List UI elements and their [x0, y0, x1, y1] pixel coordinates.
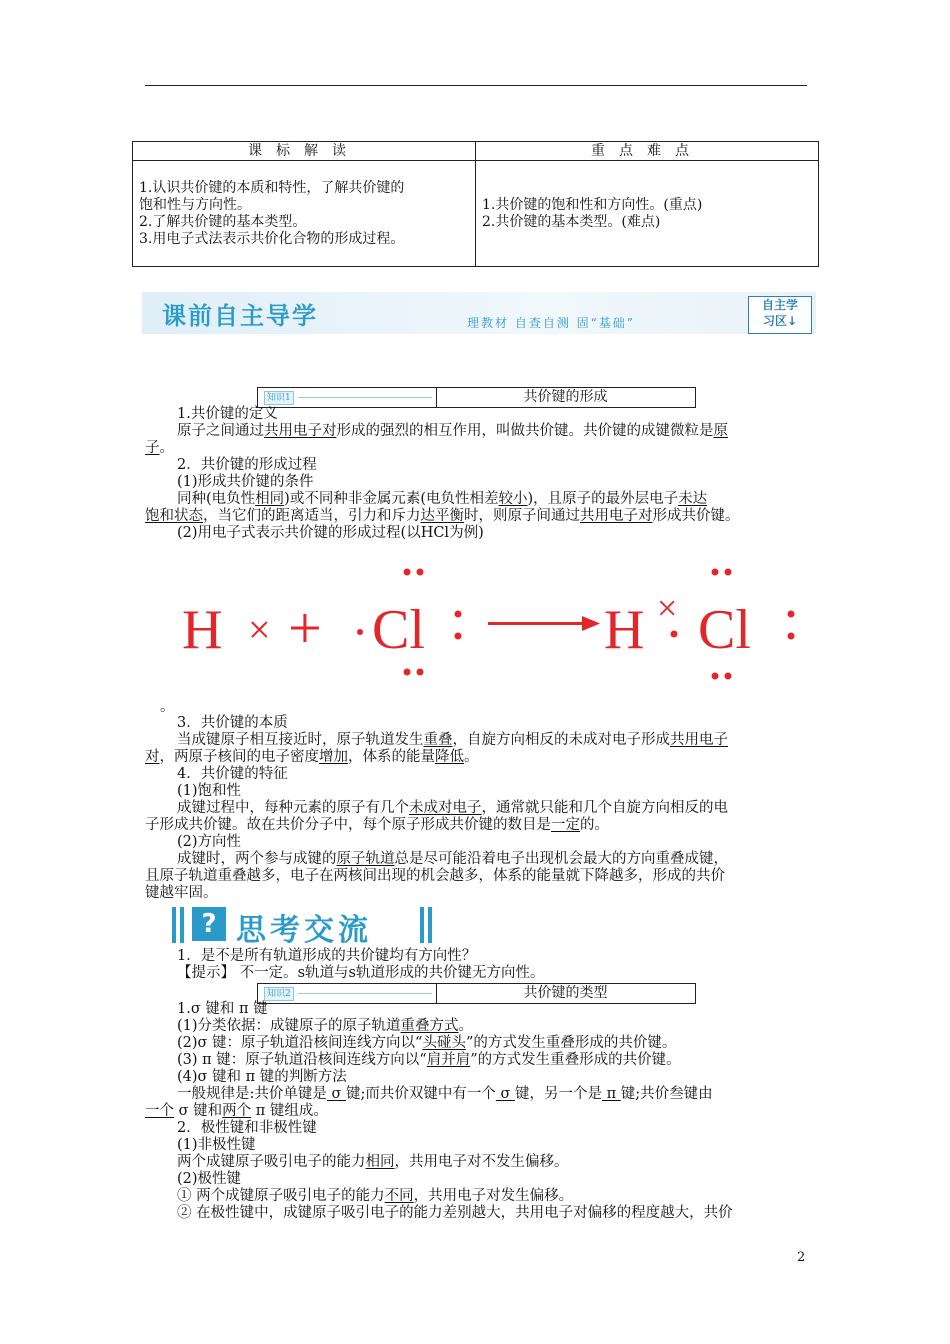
text-line: 一般规律是:共价单键是 σ 键;而共价双键中有一个 σ 键，另一个是 π 键;共价叁键由: [177, 1086, 713, 1102]
knowledge-tag: [258, 984, 437, 1003]
text-line: 两个成键原子吸引电子的能力相同，共用电子对不发生偏移。: [177, 1154, 569, 1170]
electron-dot: [404, 569, 411, 576]
electron-dot: [788, 611, 795, 618]
text-line: 1.共价键的定义: [177, 406, 278, 422]
header-bar: [420, 907, 424, 943]
knowledge-tag-label: 知识1: [264, 391, 294, 405]
text-line: (2)σ 键：原子轨道沿核间连线方向以“头碰头”的方式发生重叠形成的共价键。: [177, 1035, 677, 1051]
text-line: 且原子轨道重叠越多，电子在两核间出现的机会越多，体系的能量就下降越多，形成的共价: [145, 868, 725, 884]
text-line: 饱和状态，当它们的距离适当，引力和斥力达平衡时，则原子间通过共用电子对形成共价键。: [145, 508, 740, 524]
text-line: (1)饱和性: [177, 783, 242, 799]
objectives-table: [132, 141, 819, 267]
text-line: (3) π 键：原子轨道沿核间连线方向以“肩并肩”的方式发生重叠形成的共价键。: [177, 1052, 681, 1068]
electron-dot: [671, 631, 678, 638]
electron-dot: [725, 673, 732, 680]
table-cell-left: [133, 161, 476, 267]
electron-dot: [712, 673, 719, 680]
text-line: 同种(电负性相同)或不同种非金属元素(电负性相差较小)，且原子的最外层电子未达: [177, 491, 708, 507]
text-line: 原子之间通过共用电子对形成的强烈的相互作用，叫做共价键。共价键的成键微粒是原: [177, 423, 728, 439]
equation-h: H: [182, 599, 223, 661]
knowledge-header-2: [257, 983, 696, 1004]
knowledge-header-1: [257, 387, 696, 408]
text-line: 成键时，两个参与成键的原子轨道总是尽可能沿着电子出现机会最大的方向重叠成键，: [177, 851, 728, 867]
arrow-shaft: [488, 622, 588, 625]
arrow-head: [582, 616, 600, 631]
table-left-line: 1.认识共价键的本质和特性，了解共价键的: [139, 179, 405, 196]
page-number: 2: [797, 1250, 806, 1265]
text-line: 键越牢固。: [145, 885, 218, 901]
table-left-line: 3.用电子式法表示共价化合物的形成过程。: [139, 230, 405, 247]
text-line: 【提示】 不一定。s轨道与s轨道形成的共价键无方向性。: [177, 965, 545, 981]
text-line: 。: [160, 699, 175, 715]
text-line: 3．共价键的本质: [177, 715, 288, 731]
tag-rule: [298, 993, 432, 994]
text-line: 当成键原子相互接近时，原子轨道发生重叠，自旋方向相反的未成对电子形成共用电子: [177, 732, 728, 748]
text-line: (1)非极性键: [177, 1137, 256, 1153]
electron-dot: [417, 669, 424, 676]
text-line: 一个 σ 键和两个 π 键组成。: [145, 1103, 328, 1119]
text-line: 2．极性键和非极性键: [177, 1120, 317, 1136]
table-right-line: 1.共价键的饱和性和方向性。(重点): [482, 196, 703, 213]
knowledge-title: 共价键的类型: [523, 985, 608, 1001]
text-line: (1)形成共价键的条件: [177, 474, 314, 490]
table-head-right: 重点难点: [476, 142, 819, 161]
electron-dot: [455, 611, 462, 618]
electron-dot: [455, 633, 462, 640]
text-line: ① 两个成键原子吸引电子的能力不同，共用电子对发生偏移。: [177, 1188, 574, 1204]
text-line: 1．是不是所有轨道形成的共价键均有方向性？: [177, 948, 477, 964]
electron-dot: [417, 569, 424, 576]
header-bar: [180, 907, 184, 943]
tag-rule: [298, 397, 432, 398]
banner-badge-line: 习区↓: [762, 314, 798, 328]
banner-badge-line: 自主学: [761, 298, 798, 312]
header-rule: [145, 85, 807, 86]
table-head-left: 课标解读: [133, 142, 476, 161]
hcl-formation-equation: [170, 548, 810, 698]
think-title: 思考交流: [236, 913, 372, 948]
question-icon: ?: [192, 907, 226, 941]
banner-subtitle: 理教材 自查自测 固“基础”: [467, 316, 635, 330]
text-line: (2)极性键: [177, 1171, 242, 1187]
table-right-line: 2.共价键的基本类型。(难点): [482, 213, 661, 230]
electron-dot: [357, 629, 363, 635]
text-line: 子。: [145, 440, 174, 456]
banner-title: 课前自主导学: [162, 302, 318, 330]
text-line: 子形成共价键。故在共价分子中，每个原子形成共价键的数目是一定的。: [145, 817, 609, 833]
electron-dot: [788, 633, 795, 640]
electron-dot: [725, 569, 732, 576]
text-line: (2)方向性: [177, 834, 242, 850]
text-line: 2．共价键的形成过程: [177, 457, 317, 473]
think-exchange-header: [170, 903, 438, 948]
knowledge-title: 共价键的形成: [523, 389, 608, 405]
table-left-line: 2.了解共价键的基本类型。: [139, 213, 307, 230]
text-line: 4．共价键的特征: [177, 766, 288, 782]
text-line: (4)σ 键和 π 键的判断方法: [177, 1069, 347, 1085]
section-banner: [142, 292, 816, 334]
text-line: (2)用电子式表示共价键的形成过程(以HCl为例): [177, 525, 484, 541]
banner-badge: [748, 296, 812, 334]
table-left-line: 饱和性与方向性。: [139, 196, 251, 213]
equation-cross: ×: [248, 607, 271, 652]
text-line: 1.σ 键和 π 键: [177, 1001, 268, 1017]
equation-cl: Cl: [372, 599, 425, 661]
header-bar: [172, 907, 176, 943]
table-cell-right: [476, 161, 819, 267]
text-line: ② 在极性键中，成键原子吸引电子的能力差别越大，共用电子对偏移的程度越大，共价: [177, 1205, 733, 1221]
equation-cl: Cl: [698, 599, 751, 661]
text-line: 成键过程中，每种元素的原子有几个未成对电子，通常就只能和几个自旋方向相反的电: [177, 800, 728, 816]
equation-h: H: [604, 599, 645, 661]
equation-plus: +: [288, 595, 322, 661]
knowledge-tag: [258, 388, 437, 407]
electron-dot: [712, 569, 719, 576]
header-bar: [428, 907, 432, 943]
text-line: (1)分类依据：成键原子的原子轨道重叠方式。: [177, 1018, 474, 1034]
knowledge-tag-label: 知识2: [264, 987, 294, 1001]
text-line: 对，两原子核间的电子密度增加，体系的能量降低。: [145, 749, 479, 765]
electron-dot: [404, 669, 411, 676]
equation-cross: ×: [657, 588, 678, 628]
